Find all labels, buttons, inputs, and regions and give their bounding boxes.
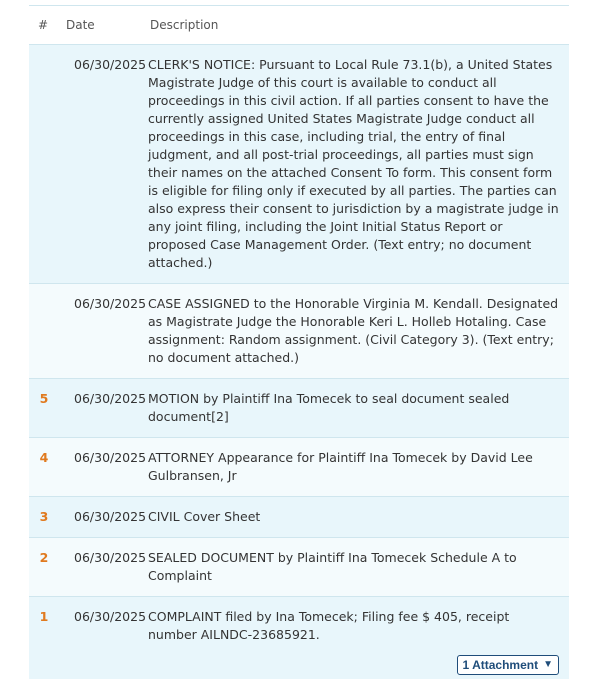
entry-description[interactable]: CIVIL Cover Sheet: [148, 509, 261, 524]
table-row[interactable]: [29, 379, 569, 438]
attachment-area: [29, 655, 569, 679]
entry-date: 06/30/2025: [74, 450, 147, 465]
entry-description: CASE ASSIGNED to the Honorable Virginia M. Kendall. Designated as Magistrate Judge the Honorable Keri L. Holleb Hotaling. Case assignment: Random assignment. (Civil Category 3). (Text entry; no document attached.): [148, 296, 559, 365]
entry-number: 4: [39, 450, 49, 465]
entry-description: CLERK'S NOTICE: Pursuant to Local Rule 73.1(b), a United States Magistrate Judge of this court is available to conduct all proceedings in this civil action. If all parties consent to have the currently assigned United States Magistrate Judge conduct all proceedings in this case, including trial, the entry of final judgment, and all post-trial proceedings, all parties must sign their names on the attached Consent To form. This consent form is eligible for filing only if executed by all parties. The parties can also express their consent to jurisdiction by a magistrate judge in any joint filing, including the Joint Initial Status Report or proposed Case Management Order. (Text entry; no document attached.): [148, 57, 559, 270]
docket-table: [29, 5, 569, 679]
table-header: [29, 6, 569, 45]
table-row: [29, 284, 569, 379]
table-row[interactable]: [29, 538, 569, 597]
table-row: [29, 45, 569, 284]
entry-number: 1: [39, 609, 49, 624]
entry-description[interactable]: MOTION by Plaintiff Ina Tomecek to seal document sealed document[2]: [148, 391, 510, 424]
entry-number: [29, 45, 59, 56]
entry-date: 06/30/2025: [74, 391, 147, 406]
entry-date: 06/30/2025: [74, 509, 147, 524]
entry-date: 06/30/2025: [74, 57, 147, 72]
table-row[interactable]: [29, 497, 569, 538]
entry-number: 2: [39, 550, 49, 565]
table-row[interactable]: [29, 597, 569, 679]
entry-date: 06/30/2025: [74, 550, 147, 565]
entry-description[interactable]: ATTORNEY Appearance for Plaintiff Ina Tomecek by David Lee Gulbransen, Jr: [148, 450, 533, 483]
attachment-dropdown-button[interactable]: [457, 655, 559, 675]
table-row[interactable]: [29, 438, 569, 497]
header-date: Date: [66, 18, 95, 32]
caret-down-icon: ▼: [543, 659, 553, 670]
entry-number: 3: [39, 509, 49, 524]
header-description: Description: [150, 18, 219, 32]
entry-description[interactable]: COMPLAINT filed by Ina Tomecek; Filing fee $ 405, receipt number AILNDC-23685921.: [148, 609, 510, 642]
entry-date: 06/30/2025: [74, 609, 147, 624]
entry-description[interactable]: SEALED DOCUMENT by Plaintiff Ina Tomecek Schedule A to Complaint: [148, 550, 517, 583]
attachment-label: 1 Attachment: [462, 658, 539, 672]
entry-number: 5: [39, 391, 49, 406]
header-num: #: [38, 18, 49, 32]
entry-date: 06/30/2025: [74, 296, 147, 311]
entry-number: [29, 284, 59, 295]
